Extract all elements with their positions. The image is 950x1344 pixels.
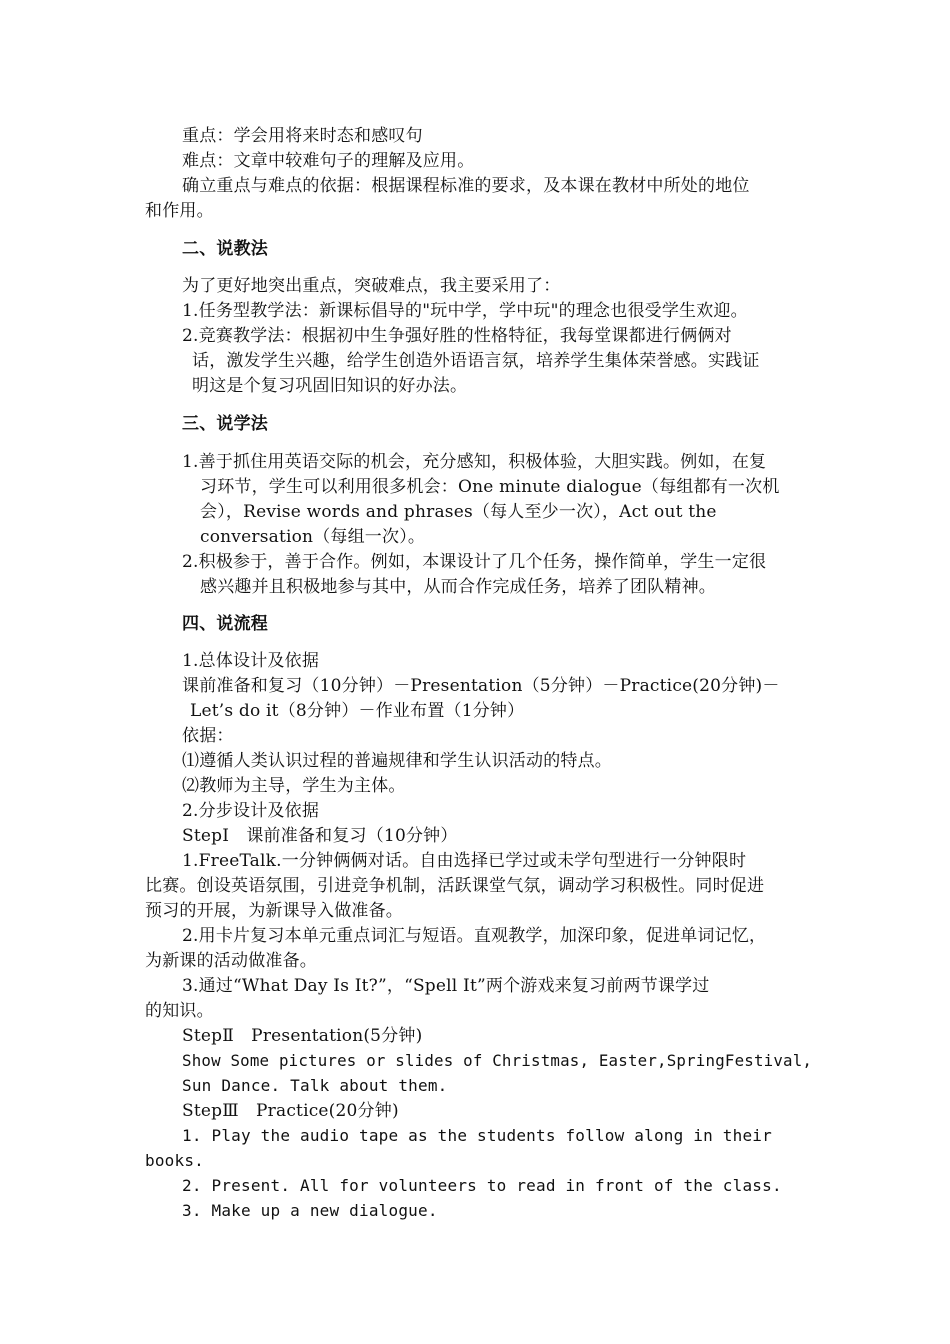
difficult-point-line: 难点：文章中较难句子的理解及应用。: [182, 151, 475, 171]
paragraph-line: ⑴遵循人类认识过程的普遍规律和学生认识活动的特点。: [182, 751, 612, 771]
list-item-line: 2.竞赛教学法：根据初中生争强好胜的性格特征，我每堂课都进行俩俩对: [182, 326, 732, 346]
list-item-line: 2.积极参于，善于合作。例如，本课设计了几个任务，操作简单，学生一定很: [182, 552, 767, 572]
list-item-line: 话，激发学生兴趣，给学生创造外语语言氛，培养学生集体荣誉感。实践证: [192, 351, 760, 371]
list-item-line: 会），Revise words and phrases（每人至少一次），Act out the: [200, 502, 717, 522]
paragraph-line: 确立重点与难点的依据：根据课程标准的要求，及本课在教材中所处的地位: [182, 176, 750, 196]
paragraph-line: 的知识。: [145, 1001, 214, 1021]
section-heading-teaching-methods: 二、说教法: [182, 239, 268, 259]
paragraph-line: Show Some pictures or slides of Christmas, Easter,SpringFestival,: [182, 1051, 813, 1070]
list-item-line: 1.任务型教学法：新课标倡导的"玩中学，学中玩"的理念也很受学生欢迎。: [182, 301, 748, 321]
paragraph-line: 1.FreeTalk.一分钟俩俩对话。自由选择已学过或未学句型进行一分钟限时: [182, 851, 747, 871]
paragraph-line: 2.用卡片复习本单元重点词汇与短语。直观教学，加深印象，促进单词记忆，: [182, 926, 767, 946]
section-heading-process: 四、说流程: [182, 614, 268, 634]
paragraph-line: books.: [145, 1151, 204, 1170]
paragraph-line: 1. Play the audio tape as the students follow along in their: [182, 1126, 772, 1145]
list-item-line: 感兴趣并且积极地参与其中，从而合作完成任务，培养了团队精神。: [200, 577, 716, 597]
paragraph-line: Sun Dance. Talk about them.: [182, 1076, 448, 1095]
list-item-line: conversation（每组一次）。: [200, 527, 426, 547]
paragraph-line: 3. Make up a new dialogue.: [182, 1201, 438, 1220]
paragraph-line: 课前准备和复习（10分钟）－Presentation（5分钟）－Practice(20分钟)－: [182, 676, 780, 696]
paragraph-line: ⑵教师为主导，学生为主体。: [182, 776, 406, 796]
paragraph-line: Let’s do it（8分钟）－作业布置（1分钟）: [190, 701, 525, 721]
paragraph-line: 2.分步设计及依据: [182, 801, 320, 821]
list-item-line: 1.善于抓住用英语交际的机会，充分感知，积极体验，大胆实践。例如，在复: [182, 452, 767, 472]
list-item-line: 习环节，学生可以利用很多机会：One minute dialogue（每组都有一次机: [200, 477, 780, 497]
paragraph-line: 为了更好地突出重点，突破难点，我主要采用了：: [182, 276, 561, 296]
step-heading: StepⅠ 课前准备和复习（10分钟）: [182, 826, 458, 846]
paragraph-line: 3.通过“What Day Is It?”，“Spell It”两个游戏来复习前两节课学过: [182, 976, 710, 996]
step-heading: StepⅢ Practice(20分钟): [182, 1101, 399, 1121]
key-point-line: 重点：学会用将来时态和感叹句: [182, 126, 423, 146]
paragraph-line: 依据：: [182, 726, 234, 746]
paragraph-line: 为新课的活动做准备。: [145, 951, 317, 971]
paragraph-line: 比赛。创设英语氛围，引进竞争机制，活跃课堂气氛，调动学习积极性。同时促进: [145, 876, 765, 896]
paragraph-line: 和作用。: [145, 201, 214, 221]
paragraph-line: 预习的开展，为新课导入做准备。: [145, 901, 403, 921]
list-item-line: 明这是个复习巩固旧知识的好办法。: [192, 376, 468, 396]
section-heading-learning-methods: 三、说学法: [182, 414, 268, 434]
paragraph-line: 1.总体设计及依据: [182, 651, 320, 671]
step-heading: StepⅡ Presentation(5分钟): [182, 1026, 423, 1046]
paragraph-line: 2. Present. All for volunteers to read in front of the class.: [182, 1176, 782, 1195]
